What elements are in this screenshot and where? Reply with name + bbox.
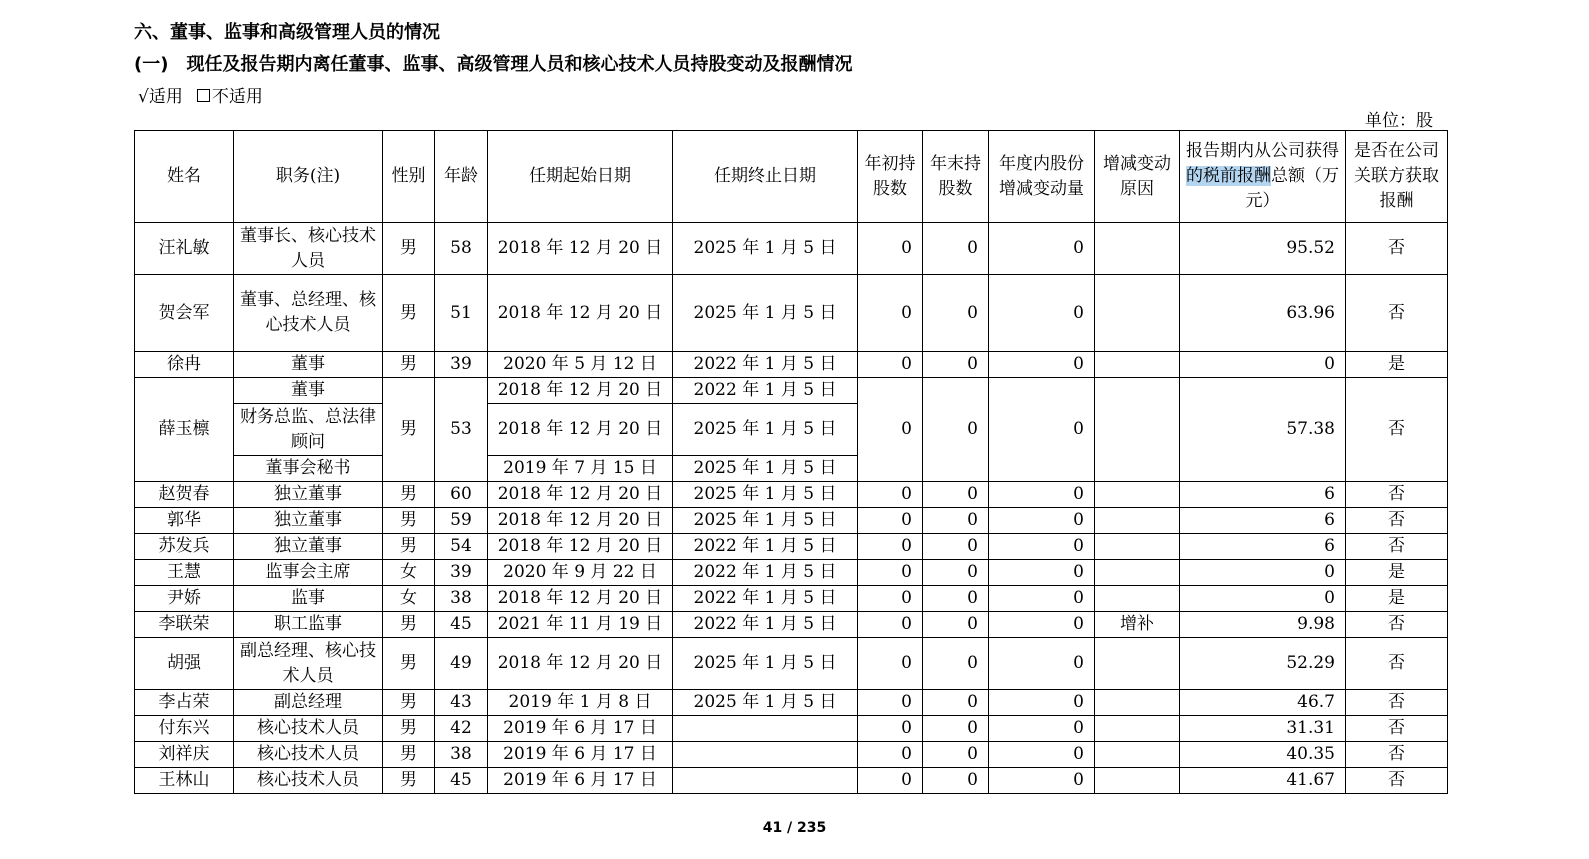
header-shares-begin: 年初持股数 bbox=[858, 131, 923, 223]
cell-name: 付东兴 bbox=[135, 716, 234, 742]
cell-name: 郭华 bbox=[135, 508, 234, 534]
not-applicable-label: 不适用 bbox=[211, 87, 263, 107]
cell-related-pay: 否 bbox=[1346, 690, 1448, 716]
cell-start-date: 2018 年 12 月 20 日 bbox=[488, 508, 673, 534]
table-row bbox=[135, 534, 1448, 560]
cell-shares-end: 0 bbox=[923, 638, 989, 690]
cell-end-date: 2025 年 1 月 5 日 bbox=[673, 638, 858, 690]
cell-shares-change: 0 bbox=[989, 690, 1095, 716]
cell-start-date: 2018 年 12 月 20 日 bbox=[488, 223, 673, 275]
cell-position: 董事、总经理、核心技术人员 bbox=[234, 275, 383, 352]
cell-gender: 男 bbox=[383, 638, 435, 690]
cell-shares-end: 0 bbox=[923, 534, 989, 560]
cell-related-pay: 否 bbox=[1346, 275, 1448, 352]
cell-end-date bbox=[673, 742, 858, 768]
cell-gender: 男 bbox=[383, 352, 435, 378]
cell-end-date: 2025 年 1 月 5 日 bbox=[673, 508, 858, 534]
cell-gender: 男 bbox=[383, 275, 435, 352]
cell-position: 核心技术人员 bbox=[234, 768, 383, 794]
cell-position: 董事长、核心技术人员 bbox=[234, 223, 383, 275]
cell-shares-change: 0 bbox=[989, 560, 1095, 586]
cell-shares-change: 0 bbox=[989, 534, 1095, 560]
header-related-pay: 是否在公司关联方获取报酬 bbox=[1346, 131, 1448, 223]
cell-name: 王林山 bbox=[135, 768, 234, 794]
cell-gender: 男 bbox=[383, 378, 435, 482]
cell-shares-change: 0 bbox=[989, 482, 1095, 508]
cell-change-reason bbox=[1095, 534, 1180, 560]
cell-position: 独立董事 bbox=[234, 482, 383, 508]
cell-pretax-pay: 0 bbox=[1180, 586, 1346, 612]
cell-name: 李占荣 bbox=[135, 690, 234, 716]
cell-shares-change: 0 bbox=[989, 768, 1095, 794]
cell-related-pay: 否 bbox=[1346, 768, 1448, 794]
cell-change-reason bbox=[1095, 716, 1180, 742]
cell-pretax-pay: 0 bbox=[1180, 560, 1346, 586]
table-row bbox=[135, 586, 1448, 612]
cell-related-pay: 是 bbox=[1346, 352, 1448, 378]
cell-gender: 男 bbox=[383, 690, 435, 716]
table-row bbox=[135, 482, 1448, 508]
cell-age: 42 bbox=[435, 716, 488, 742]
cell-shares-change: 0 bbox=[989, 378, 1095, 482]
cell-shares-begin: 0 bbox=[858, 534, 923, 560]
cell-age: 54 bbox=[435, 534, 488, 560]
table-row bbox=[135, 612, 1448, 638]
cell-end-date: 2025 年 1 月 5 日 bbox=[673, 690, 858, 716]
cell-gender: 男 bbox=[383, 716, 435, 742]
table-header-row bbox=[135, 131, 1448, 223]
subsection-title-text: 现任及报告期内离任董事、监事、高级管理人员和核心技术人员持股变动及报酬情况 bbox=[186, 54, 853, 75]
cell-gender: 男 bbox=[383, 482, 435, 508]
cell-shares-change: 0 bbox=[989, 352, 1095, 378]
cell-start-date: 2018 年 12 月 20 日 bbox=[488, 404, 673, 456]
cell-pretax-pay: 57.38 bbox=[1180, 378, 1346, 482]
table-row bbox=[135, 638, 1448, 690]
cell-shares-change: 0 bbox=[989, 716, 1095, 742]
cell-age: 38 bbox=[435, 742, 488, 768]
cell-name: 赵贺春 bbox=[135, 482, 234, 508]
cell-end-date: 2022 年 1 月 5 日 bbox=[673, 378, 858, 404]
cell-shares-begin: 0 bbox=[858, 223, 923, 275]
checkbox-icon bbox=[197, 89, 210, 102]
cell-end-date: 2025 年 1 月 5 日 bbox=[673, 223, 858, 275]
page-number: 41 / 235 bbox=[762, 820, 827, 836]
cell-change-reason bbox=[1095, 638, 1180, 690]
cell-name: 徐冉 bbox=[135, 352, 234, 378]
cell-shares-begin: 0 bbox=[858, 508, 923, 534]
cell-related-pay: 是 bbox=[1346, 586, 1448, 612]
cell-gender: 男 bbox=[383, 742, 435, 768]
cell-age: 45 bbox=[435, 612, 488, 638]
cell-shares-begin: 0 bbox=[858, 690, 923, 716]
cell-position: 独立董事 bbox=[234, 534, 383, 560]
cell-end-date: 2025 年 1 月 5 日 bbox=[673, 275, 858, 352]
cell-gender: 男 bbox=[383, 223, 435, 275]
cell-name: 贺会军 bbox=[135, 275, 234, 352]
cell-shares-change: 0 bbox=[989, 638, 1095, 690]
cell-start-date: 2021 年 11 月 19 日 bbox=[488, 612, 673, 638]
cell-related-pay: 否 bbox=[1346, 482, 1448, 508]
cell-pretax-pay: 95.52 bbox=[1180, 223, 1346, 275]
cell-shares-begin: 0 bbox=[858, 768, 923, 794]
cell-start-date: 2019 年 6 月 17 日 bbox=[488, 716, 673, 742]
subsection-number: (一) bbox=[134, 54, 169, 75]
cell-related-pay: 否 bbox=[1346, 378, 1448, 482]
cell-start-date: 2018 年 12 月 20 日 bbox=[488, 482, 673, 508]
cell-pretax-pay: 52.29 bbox=[1180, 638, 1346, 690]
cell-gender: 女 bbox=[383, 560, 435, 586]
cell-pretax-pay: 41.67 bbox=[1180, 768, 1346, 794]
cell-change-reason bbox=[1095, 378, 1180, 482]
cell-end-date: 2022 年 1 月 5 日 bbox=[673, 586, 858, 612]
cell-shares-begin: 0 bbox=[858, 275, 923, 352]
header-position: 职务(注) bbox=[234, 131, 383, 223]
header-start-date: 任期起始日期 bbox=[488, 131, 673, 223]
cell-pretax-pay: 63.96 bbox=[1180, 275, 1346, 352]
cell-position: 副总经理、核心技术人员 bbox=[234, 638, 383, 690]
cell-shares-end: 0 bbox=[923, 742, 989, 768]
cell-shares-begin: 0 bbox=[858, 560, 923, 586]
cell-change-reason bbox=[1095, 742, 1180, 768]
cell-shares-end: 0 bbox=[923, 352, 989, 378]
table-row bbox=[135, 378, 1448, 404]
table-row bbox=[135, 223, 1448, 275]
cell-age: 51 bbox=[435, 275, 488, 352]
cell-gender: 男 bbox=[383, 768, 435, 794]
cell-related-pay: 否 bbox=[1346, 612, 1448, 638]
cell-change-reason bbox=[1095, 586, 1180, 612]
cell-pretax-pay: 6 bbox=[1180, 534, 1346, 560]
cell-related-pay: 否 bbox=[1346, 742, 1448, 768]
header-shares-change: 年度内股份增减变动量 bbox=[989, 131, 1095, 223]
cell-position: 独立董事 bbox=[234, 508, 383, 534]
cell-pretax-pay: 40.35 bbox=[1180, 742, 1346, 768]
cell-related-pay: 否 bbox=[1346, 534, 1448, 560]
cell-gender: 男 bbox=[383, 534, 435, 560]
header-name: 姓名 bbox=[135, 131, 234, 223]
cell-age: 43 bbox=[435, 690, 488, 716]
table-row bbox=[135, 768, 1448, 794]
cell-name: 薛玉檩 bbox=[135, 378, 234, 482]
cell-shares-end: 0 bbox=[923, 378, 989, 482]
cell-position: 财务总监、总法律顾问 bbox=[234, 404, 383, 456]
table-row bbox=[135, 560, 1448, 586]
applicable-checked-label: √适用 bbox=[138, 87, 183, 107]
cell-start-date: 2019 年 6 月 17 日 bbox=[488, 768, 673, 794]
cell-age: 39 bbox=[435, 560, 488, 586]
cell-shares-begin: 0 bbox=[858, 742, 923, 768]
cell-pretax-pay: 6 bbox=[1180, 482, 1346, 508]
cell-shares-end: 0 bbox=[923, 560, 989, 586]
header-age: 年龄 bbox=[435, 131, 488, 223]
cell-age: 59 bbox=[435, 508, 488, 534]
cell-change-reason bbox=[1095, 768, 1180, 794]
cell-age: 60 bbox=[435, 482, 488, 508]
unit-label: 单位：股 bbox=[1365, 111, 1433, 131]
cell-start-date: 2019 年 6 月 17 日 bbox=[488, 742, 673, 768]
cell-start-date: 2019 年 1 月 8 日 bbox=[488, 690, 673, 716]
cell-pretax-pay: 0 bbox=[1180, 352, 1346, 378]
cell-position: 董事会秘书 bbox=[234, 456, 383, 482]
cell-shares-end: 0 bbox=[923, 482, 989, 508]
cell-shares-end: 0 bbox=[923, 275, 989, 352]
cell-position: 监事 bbox=[234, 586, 383, 612]
cell-start-date: 2018 年 12 月 20 日 bbox=[488, 534, 673, 560]
cell-change-reason bbox=[1095, 690, 1180, 716]
cell-related-pay: 否 bbox=[1346, 638, 1448, 690]
cell-end-date bbox=[673, 768, 858, 794]
cell-shares-end: 0 bbox=[923, 223, 989, 275]
cell-position: 核心技术人员 bbox=[234, 742, 383, 768]
cell-change-reason bbox=[1095, 482, 1180, 508]
cell-change-reason bbox=[1095, 508, 1180, 534]
cell-age: 49 bbox=[435, 638, 488, 690]
cell-pretax-pay: 6 bbox=[1180, 508, 1346, 534]
cell-end-date: 2022 年 1 月 5 日 bbox=[673, 612, 858, 638]
table-row bbox=[135, 690, 1448, 716]
cell-end-date: 2022 年 1 月 5 日 bbox=[673, 352, 858, 378]
cell-related-pay: 否 bbox=[1346, 508, 1448, 534]
cell-shares-change: 0 bbox=[989, 223, 1095, 275]
header-pretax-pay bbox=[1180, 131, 1346, 223]
cell-position: 董事 bbox=[234, 378, 383, 404]
cell-end-date: 2025 年 1 月 5 日 bbox=[673, 456, 858, 482]
cell-start-date: 2018 年 12 月 20 日 bbox=[488, 638, 673, 690]
header-end-date: 任期终止日期 bbox=[673, 131, 858, 223]
cell-change-reason bbox=[1095, 275, 1180, 352]
cell-change-reason bbox=[1095, 223, 1180, 275]
cell-age: 45 bbox=[435, 768, 488, 794]
cell-age: 38 bbox=[435, 586, 488, 612]
cell-name: 王慧 bbox=[135, 560, 234, 586]
table-row bbox=[135, 742, 1448, 768]
cell-gender: 男 bbox=[383, 612, 435, 638]
cell-age: 53 bbox=[435, 378, 488, 482]
cell-age: 58 bbox=[435, 223, 488, 275]
cell-position: 副总经理 bbox=[234, 690, 383, 716]
cell-shares-end: 0 bbox=[923, 508, 989, 534]
cell-shares-end: 0 bbox=[923, 768, 989, 794]
cell-start-date: 2018 年 12 月 20 日 bbox=[488, 275, 673, 352]
cell-pretax-pay: 46.7 bbox=[1180, 690, 1346, 716]
cell-start-date: 2018 年 12 月 20 日 bbox=[488, 586, 673, 612]
cell-shares-begin: 0 bbox=[858, 482, 923, 508]
cell-change-reason bbox=[1095, 352, 1180, 378]
cell-start-date: 2020 年 5 月 12 日 bbox=[488, 352, 673, 378]
cell-name: 刘祥庆 bbox=[135, 742, 234, 768]
executives-compensation-table bbox=[134, 130, 1448, 794]
cell-shares-change: 0 bbox=[989, 275, 1095, 352]
subsection-title bbox=[134, 50, 852, 76]
cell-gender: 男 bbox=[383, 508, 435, 534]
header-gender: 性别 bbox=[383, 131, 435, 223]
cell-name: 李联荣 bbox=[135, 612, 234, 638]
cell-start-date: 2018 年 12 月 20 日 bbox=[488, 378, 673, 404]
cell-shares-begin: 0 bbox=[858, 638, 923, 690]
table-row bbox=[135, 716, 1448, 742]
cell-name: 苏发兵 bbox=[135, 534, 234, 560]
cell-shares-begin: 0 bbox=[858, 716, 923, 742]
applicability-options bbox=[138, 82, 263, 107]
cell-shares-begin: 0 bbox=[858, 378, 923, 482]
header-change-reason: 增减变动原因 bbox=[1095, 131, 1180, 223]
table-row bbox=[135, 352, 1448, 378]
cell-name: 胡强 bbox=[135, 638, 234, 690]
cell-name: 汪礼敏 bbox=[135, 223, 234, 275]
cell-shares-end: 0 bbox=[923, 586, 989, 612]
cell-end-date bbox=[673, 716, 858, 742]
cell-related-pay: 否 bbox=[1346, 223, 1448, 275]
cell-pretax-pay: 9.98 bbox=[1180, 612, 1346, 638]
cell-start-date: 2019 年 7 月 15 日 bbox=[488, 456, 673, 482]
cell-end-date: 2022 年 1 月 5 日 bbox=[673, 534, 858, 560]
cell-shares-change: 0 bbox=[989, 612, 1095, 638]
cell-position: 职工监事 bbox=[234, 612, 383, 638]
section-title: 六、董事、监事和高级管理人员的情况 bbox=[134, 22, 440, 43]
cell-pretax-pay: 31.31 bbox=[1180, 716, 1346, 742]
cell-shares-change: 0 bbox=[989, 742, 1095, 768]
cell-related-pay: 是 bbox=[1346, 560, 1448, 586]
cell-shares-begin: 0 bbox=[858, 586, 923, 612]
cell-shares-end: 0 bbox=[923, 612, 989, 638]
header-pay-prefix: 报告期内从公司获得 bbox=[1186, 141, 1339, 161]
cell-position: 董事 bbox=[234, 352, 383, 378]
cell-change-reason: 增补 bbox=[1095, 612, 1180, 638]
header-pay-suffix: 总额（万元） bbox=[1245, 166, 1339, 211]
cell-start-date: 2020 年 9 月 22 日 bbox=[488, 560, 673, 586]
cell-shares-begin: 0 bbox=[858, 352, 923, 378]
cell-position: 核心技术人员 bbox=[234, 716, 383, 742]
cell-shares-begin: 0 bbox=[858, 612, 923, 638]
cell-related-pay: 否 bbox=[1346, 716, 1448, 742]
header-pay-highlight: 的税前报酬 bbox=[1186, 166, 1271, 186]
cell-shares-end: 0 bbox=[923, 716, 989, 742]
table-row bbox=[135, 508, 1448, 534]
cell-shares-end: 0 bbox=[923, 690, 989, 716]
cell-name: 尹娇 bbox=[135, 586, 234, 612]
cell-age: 39 bbox=[435, 352, 488, 378]
cell-gender: 女 bbox=[383, 586, 435, 612]
cell-end-date: 2025 年 1 月 5 日 bbox=[673, 404, 858, 456]
header-shares-end: 年末持股数 bbox=[923, 131, 989, 223]
cell-shares-change: 0 bbox=[989, 586, 1095, 612]
cell-position: 监事会主席 bbox=[234, 560, 383, 586]
cell-shares-change: 0 bbox=[989, 508, 1095, 534]
cell-end-date: 2022 年 1 月 5 日 bbox=[673, 560, 858, 586]
cell-end-date: 2025 年 1 月 5 日 bbox=[673, 482, 858, 508]
table-row bbox=[135, 275, 1448, 352]
cell-change-reason bbox=[1095, 560, 1180, 586]
